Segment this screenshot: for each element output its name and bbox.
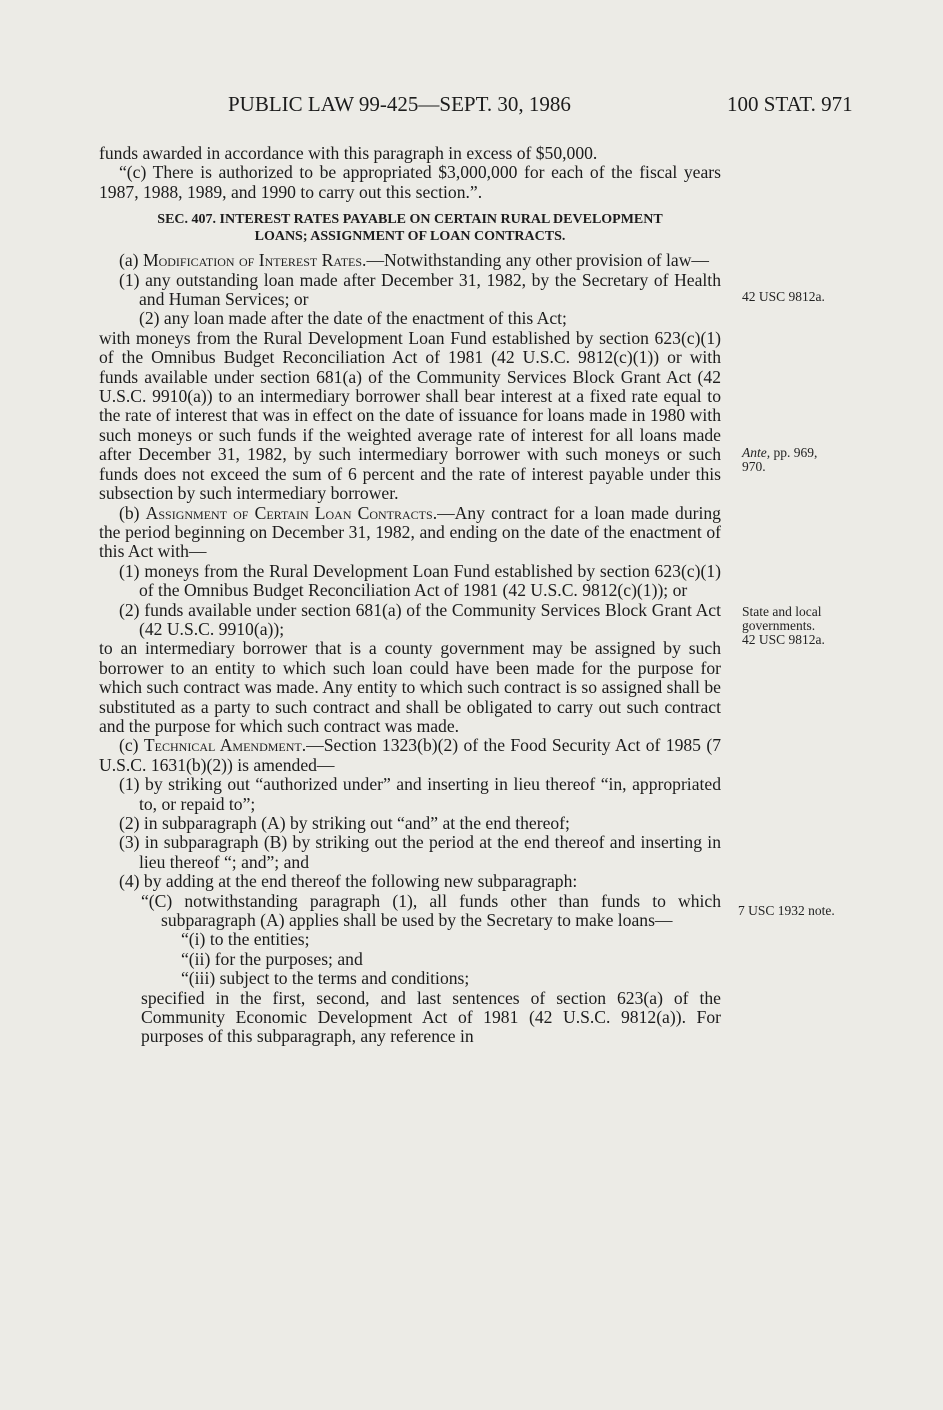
subsection-c-heading: Technical Amendment	[143, 735, 302, 756]
clause-iii: “(iii) subject to the terms and conditions;	[181, 968, 470, 989]
paragraph-b1: (1) moneys from the Rural Development Loan Fund established by section 623(c)(1) of the Omnibus Budget Reconciliation Act of 1981 (42 U.S.C. 9812(c)(1)); or	[119, 560, 721, 601]
subparagraph-C-continuation: specified in the first, second, and last sentences of section 623(a) of the Community Economic Development Act of 1981 (42 U.S.C. 9812(a)). For purposes of this subparagraph, any reference in	[141, 987, 721, 1047]
subparagraph-C: “(C) notwithstanding paragraph (1), all funds other than funds to which subparagraph (A) applies shall be used by the Secretary to make loans—	[141, 890, 721, 931]
paragraph-a1: (1) any outstanding loan made after December 31, 1982, by the Secretary of Health and Human Services; or	[119, 269, 721, 310]
subsection-c-prefix: (c)	[119, 735, 144, 756]
paragraph-c3: (3) in subparagraph (B) by striking out the period at the end thereof and inserting in lieu thereof “; and”; and	[119, 832, 721, 872]
subsection-a-heading: Modification of Interest Rates	[142, 250, 363, 271]
subsection-c-text: .—Section 1323(b)(2) of the Food Security Act of 1985 (7 U.S.C. 1631(b)(2)) is amended—	[99, 735, 721, 775]
paragraph-authorization: “(c) There is authorized to be appropriated $3,000,000 for each of the fiscal years 1987, 1988, 1989, and 1990 to carry out this section.”.	[99, 162, 721, 202]
paragraph-a-continuation: with moneys from the Rural Development Loan Fund established by section 623(c)(1) of the Omnibus Budget Reconciliation Act of 1981 (42 U.S.C. 9812(c)(1)) or with funds available under section 681(a) of the Community Services Block Grant Act (42 U.S.C. 9910(a)) to an intermediary borrower shall bear interest at a fixed rate equal to the rate of interest that was in effect on the date of issuance for loans made in 1980 with such moneys or such funds if the weighted average rate of interest for all loans made after December 31, 1982, by such intermediary borrower with such moneys or such funds does not exceed the sum of 6 percent and the rate of interest payable under this subsection by such intermediary borrower.	[99, 327, 721, 504]
paragraph-c4: (4) by adding at the end thereof the following new subparagraph:	[119, 871, 578, 892]
subsection-b-text: .—Any contract for a loan made during the period beginning on December 31, 1982, and ending on the date of the enactment of this Act with—	[99, 502, 721, 562]
section-heading-line1: SEC. 407. INTEREST RATES PAYABLE ON CERTAIN RURAL DEVELOPMENT	[157, 212, 663, 228]
sidenote-state-local-line2: governments.	[742, 618, 816, 633]
subsection-a-prefix: (a)	[119, 250, 143, 271]
paragraph-b-continuation: to an intermediary borrower that is a county government may be assigned by such borrower to an entity to which such loan could have been made for the purpose for which such contract was made. Any entity to which such contract is so assigned shall be substituted as a party to such contract and shall be obligated to carry out such contract and the purpose for which such contract was made.	[99, 638, 721, 736]
paragraph-b2: (2) funds available under section 681(a) of the Community Services Block Grant Act (42 U.S.C. 9910(a));	[119, 599, 721, 639]
paragraph-c1: (1) by striking out “authorized under” and inserting in lieu thereof “in, appropriated to, or repaid to”;	[119, 774, 721, 814]
paragraph-funds: funds awarded in accordance with this paragraph in excess of $50,000.	[99, 143, 598, 163]
section-heading-line2: LOANS; ASSIGNMENT OF LOAN CONTRACTS.	[254, 229, 566, 245]
page-header	[0, 92, 943, 122]
section-heading	[99, 211, 721, 245]
sidenote-state-local-line3: 42 USC 9812a.	[742, 632, 825, 647]
sidenote-state-local-line1: State and local	[742, 604, 822, 619]
sidenote-7-usc: 7 USC 1932 note.	[738, 903, 835, 918]
paragraph-a2: (2) any loan made after the date of the enactment of this Act;	[139, 308, 567, 329]
header-title: PUBLIC LAW 99-425—SEPT. 30, 1986	[228, 92, 571, 116]
clause-i: “(i) to the entities;	[181, 929, 310, 950]
sidenote-ante-italic: Ante,	[742, 445, 771, 460]
subsection-b-heading: Assignment of Certain Loan Contracts	[145, 502, 433, 523]
subsection-b-prefix: (b)	[119, 502, 146, 523]
subsection-a-text: .—Notwithstanding any other provision of law—	[362, 250, 709, 271]
sidenote-state-local	[742, 605, 825, 647]
subsection-a	[99, 251, 721, 270]
sidenote-ante-pages: pp. 969,	[770, 445, 818, 460]
subsection-c	[99, 736, 721, 775]
paragraph-c2: (2) in subparagraph (A) by striking out “and” at the end thereof;	[119, 813, 570, 833]
subsection-b	[99, 504, 721, 562]
body-text	[99, 144, 721, 1047]
sidenote-ante-line2: 970.	[742, 459, 766, 474]
sidenote-ante	[742, 446, 817, 474]
header-stat: 100 STAT. 971	[727, 92, 853, 116]
sidenote-42-usc-9812a: 42 USC 9812a.	[742, 289, 825, 304]
clause-ii: “(ii) for the purposes; and	[181, 948, 363, 969]
